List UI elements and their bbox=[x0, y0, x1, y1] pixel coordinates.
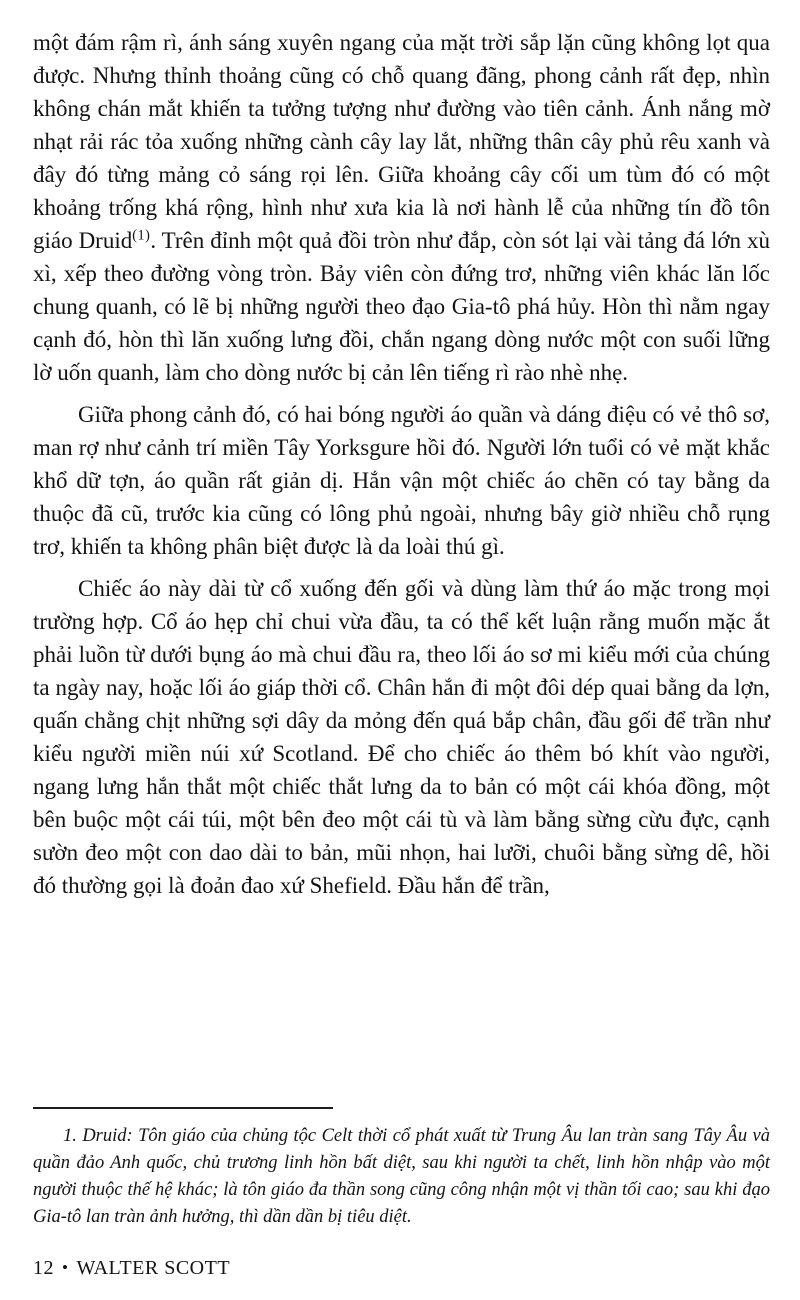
page-number: 12 bbox=[33, 1257, 54, 1279]
page-footer bbox=[33, 1257, 770, 1280]
footnote-separator-rule bbox=[33, 1107, 333, 1109]
paragraph-3: Chiếc áo này dài từ cổ xuống đến gối và dùng làm thứ áo mặc trong mọi trường hợp. Cổ áo hẹp chỉ chui vừa đầu, ta có thể kết luận rằng muốn mặc ắt phải luồn từ dưới bụng áo mà chui đầu ra, theo lối áo sơ mi kiểu mới của chúng ta ngày nay, hoặc lối áo giáp thời cổ. Chân hắn đi một đôi dép quai bằng da lợn, quấn chằng chịt những sợi dây da mỏng đến quá bắp chân, đầu gối để trần như kiểu người miền núi xứ Scotland. Để cho chiếc áo thêm bó khít vào người, ngang lưng hắn thắt một chiếc thắt lưng da to bản có một cái khóa đồng, một bên buộc một cái túi, một bên đeo một cái tù và làm bằng sừng cừu đực, cạnh sườn đeo một con dao dài to bản, mũi nhọn, hai lưỡi, chuôi bằng sừng dê, hồi đó thường gọi là đoản đao xứ Shefield. Đầu hắn để trần, bbox=[33, 576, 770, 898]
paragraph-2: Giữa phong cảnh đó, có hai bóng người áo quần và dáng điệu có vẻ thô sơ, man rợ như cảnh trí miền Tây Yorksgure hồi đó. Người lớn tuổi có vẻ mặt khắc khổ dữ tợn, áo quần rất giản dị. Hắn vận một chiếc áo chẽn có tay bằng da thuộc đã cũ, trước kia cũng có lông phủ ngoài, nhưng bây giờ nhiều chỗ rụng trơ, khiến ta không phân biệt được là da loài thú gì. bbox=[33, 402, 770, 559]
book-author: WALTER SCOTT bbox=[76, 1257, 231, 1279]
footer-bullet-icon: • bbox=[62, 1258, 69, 1277]
footnote-marker: (1) bbox=[132, 227, 151, 244]
footnote-block bbox=[33, 1123, 770, 1231]
paragraph-1 bbox=[33, 26, 770, 389]
page-body bbox=[33, 26, 770, 902]
footnote-text: 1. Druid: Tôn giáo của chủng tộc Celt thời cổ phát xuất từ Trung Âu lan tràn sang Tây Âu và quần đảo Anh quốc, chủ trương linh hồn bất diệt, sau khi người ta chết, linh hồn nhập vào một người thuộc thế hệ khác; là tôn giáo đa thần song cũng công nhận một vị thần tối cao; sau khi đạo Gia-tô lan tràn ảnh hưởng, thì dần dần bị tiêu diệt. bbox=[33, 1126, 770, 1227]
paragraph-1-text: một đám rậm rì, ánh sáng xuyên ngang của mặt trời sắp lặn cũng không lọt qua được. Nhưng thỉnh thoảng cũng có chỗ quang đãng, phong cảnh rất đẹp, nhìn không chán mắt khiến ta tưởng tượng như đường vào tiên cảnh. Ánh nắng mờ nhạt rải rác tỏa xuống những cành cây lay lắt, những thân cây phủ rêu xanh và đây đó từng mảng cỏ sáng rọi lên. Giữa khoảng cây cối um tùm đó có một khoảng trống khá rộng, hình như xưa kia là nơi hành lễ của những tín đồ tôn giáo Druid bbox=[33, 30, 770, 253]
paragraph-1-continued: . Trên đỉnh một quả đồi tròn như đắp, còn sót lại vài tảng đá lớn xù xì, xếp theo đường vòng tròn. Bảy viên còn đứng trơ, những viên khác lăn lốc chung quanh, có lẽ bị những người theo đạo Gia-tô phá hủy. Hòn thì nằm ngay cạnh đó, hòn thì lăn xuống lưng đồi, chắn ngang dòng nước một con suối lững lờ uốn quanh, làm cho dòng nước bị cản lên tiếng rì rào nhè nhẹ. bbox=[33, 228, 770, 385]
